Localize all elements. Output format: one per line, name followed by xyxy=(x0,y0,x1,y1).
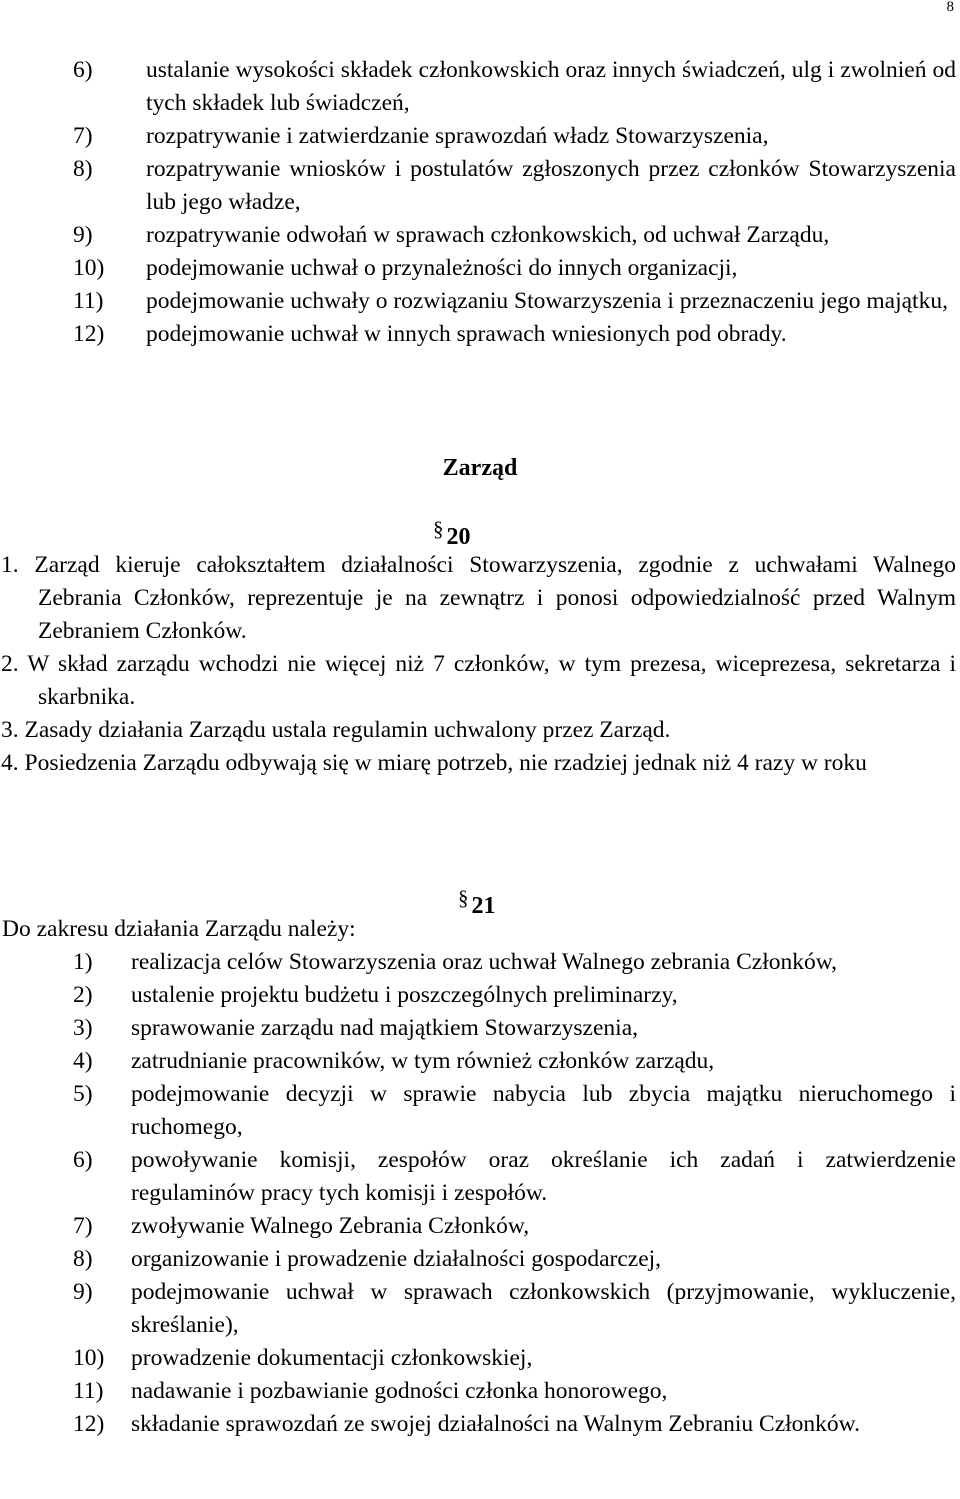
list-item xyxy=(0,1078,960,1144)
paragraph: 2. W skład zarządu wchodzi nie więcej niż 7 członków, w tym prezesa, wiceprezesa, sekretarza i skarbnika. xyxy=(1,651,956,710)
competence-list-walne-zebranie xyxy=(0,54,960,351)
page-number: 8 xyxy=(946,0,954,15)
section-heading-20 xyxy=(433,514,471,552)
list-item-text: rozpatrywanie odwołań w sprawach członkowskich, od uchwał Zarządu, xyxy=(146,222,830,248)
list-item-text: składanie sprawozdań ze swojej działalności na Walnym Zebraniu Członków. xyxy=(131,1411,860,1437)
list-item xyxy=(0,1276,960,1342)
list-item xyxy=(0,1144,960,1210)
list-item-text: realizacja celów Stowarzyszenia oraz uchwał Walnego zebrania Członków, xyxy=(131,949,838,975)
list-item-text: podejmowanie decyzji w sprawie nabycia lub zbycia majątku nieruchomego i ruchomego, xyxy=(131,1081,956,1140)
list-item-text: podejmowanie uchwał w innych sprawach wniesionych pod obrady. xyxy=(146,321,787,347)
list-item xyxy=(0,1342,960,1375)
list-item xyxy=(0,979,960,1012)
list-item-number: 8) xyxy=(73,156,93,182)
paragraph: 4. Posiedzenia Zarządu odbywają się w miarę potrzeb, nie rzadziej jednak niż 4 razy w roku xyxy=(1,750,867,776)
list-item xyxy=(0,1210,960,1243)
list-item-text: powoływanie komisji, zespołów oraz określanie ich zadań i zatwierdzenie regulaminów pracy tych komisji i zespołów. xyxy=(131,1147,956,1206)
list-item-number: 11) xyxy=(73,1378,104,1404)
section-number: 21 xyxy=(471,893,496,919)
section-sign-icon: § xyxy=(433,517,444,541)
list-item-text: nadawanie i pozbawianie godności członka honorowego, xyxy=(131,1378,668,1404)
list-item-number: 10) xyxy=(73,1345,105,1371)
list-item-number: 6) xyxy=(73,1147,93,1173)
list-item-text: zatrudnianie pracowników, w tym również członków zarządu, xyxy=(131,1048,715,1074)
list-item xyxy=(0,1012,960,1045)
chapter-heading: Zarząd xyxy=(442,455,518,481)
list-item-number: 9) xyxy=(73,222,93,248)
list-item-text: organizowanie i prowadzenie działalności gospodarczej, xyxy=(131,1246,662,1272)
list-item-number: 5) xyxy=(73,1081,93,1107)
list-item-text: podejmowanie uchwał o przynależności do innych organizacji, xyxy=(146,255,738,281)
list-item-text: ustalanie wysokości składek członkowskich oraz innych świadczeń, ulg i zwolnień od tych składek lub świadczeń, xyxy=(146,57,956,116)
list-item xyxy=(0,1045,960,1078)
list-item-number: 6) xyxy=(73,57,93,83)
list-item xyxy=(0,1408,960,1441)
section-heading-21 xyxy=(458,883,496,921)
list-item-number: 8) xyxy=(73,1246,93,1272)
section-number: 20 xyxy=(446,524,471,550)
section-sign-icon: § xyxy=(458,886,469,910)
list-item xyxy=(0,219,960,252)
list-item-text: podejmowanie uchwały o rozwiązaniu Stowarzyszenia i przeznaczeniu jego majątku, xyxy=(146,288,948,314)
list-item xyxy=(0,54,960,120)
list-item-text: ustalenie projektu budżetu i poszczególnych preliminarzy, xyxy=(131,982,678,1008)
list-item-number: 11) xyxy=(73,288,104,314)
paragraph: 1. Zarząd kieruje całokształtem działalności Stowarzyszenia, zgodnie z uchwałami Walnego Zebrania Członków, reprezentuje je na zewnątrz i ponosi odpowiedzialność przed Walnym Zebraniem Członków. xyxy=(1,552,956,644)
list-item xyxy=(0,946,960,979)
list-item-number: 3) xyxy=(73,1015,93,1041)
list-item xyxy=(0,252,960,285)
list-item xyxy=(0,1375,960,1408)
competence-list-zarzad xyxy=(0,946,960,1441)
list-item-text: zwoływanie Walnego Zebrania Członków, xyxy=(131,1213,530,1239)
list-item xyxy=(0,153,960,219)
list-item-number: 7) xyxy=(73,123,93,149)
list-item-number: 9) xyxy=(73,1279,93,1305)
list-item-number: 4) xyxy=(73,1048,93,1074)
section-20-paragraphs xyxy=(0,549,960,780)
section-intro: Do zakresu działania Zarządu należy: xyxy=(2,916,356,942)
list-item xyxy=(0,120,960,153)
list-item-number: 12) xyxy=(73,321,105,347)
list-item-number: 2) xyxy=(73,982,93,1008)
list-item xyxy=(0,318,960,351)
list-item-number: 1) xyxy=(73,949,93,975)
list-item-number: 7) xyxy=(73,1213,93,1239)
list-item-text: podejmowanie uchwał w sprawach członkowskich (przyjmowanie, wykluczenie, skreślanie), xyxy=(131,1279,956,1338)
list-item-number: 10) xyxy=(73,255,105,281)
list-item-number: 12) xyxy=(73,1411,105,1437)
paragraph: 3. Zasady działania Zarządu ustala regulamin uchwalony przez Zarząd. xyxy=(1,717,671,743)
list-item-text: sprawowanie zarządu nad majątkiem Stowarzyszenia, xyxy=(131,1015,638,1041)
list-item xyxy=(0,285,960,318)
list-item-text: rozpatrywanie wniosków i postulatów zgłoszonych przez członków Stowarzyszenia lub jego władze, xyxy=(146,156,956,215)
list-item-text: prowadzenie dokumentacji członkowskiej, xyxy=(131,1345,533,1371)
list-item xyxy=(0,1243,960,1276)
list-item-text: rozpatrywanie i zatwierdzanie sprawozdań władz Stowarzyszenia, xyxy=(146,123,769,149)
